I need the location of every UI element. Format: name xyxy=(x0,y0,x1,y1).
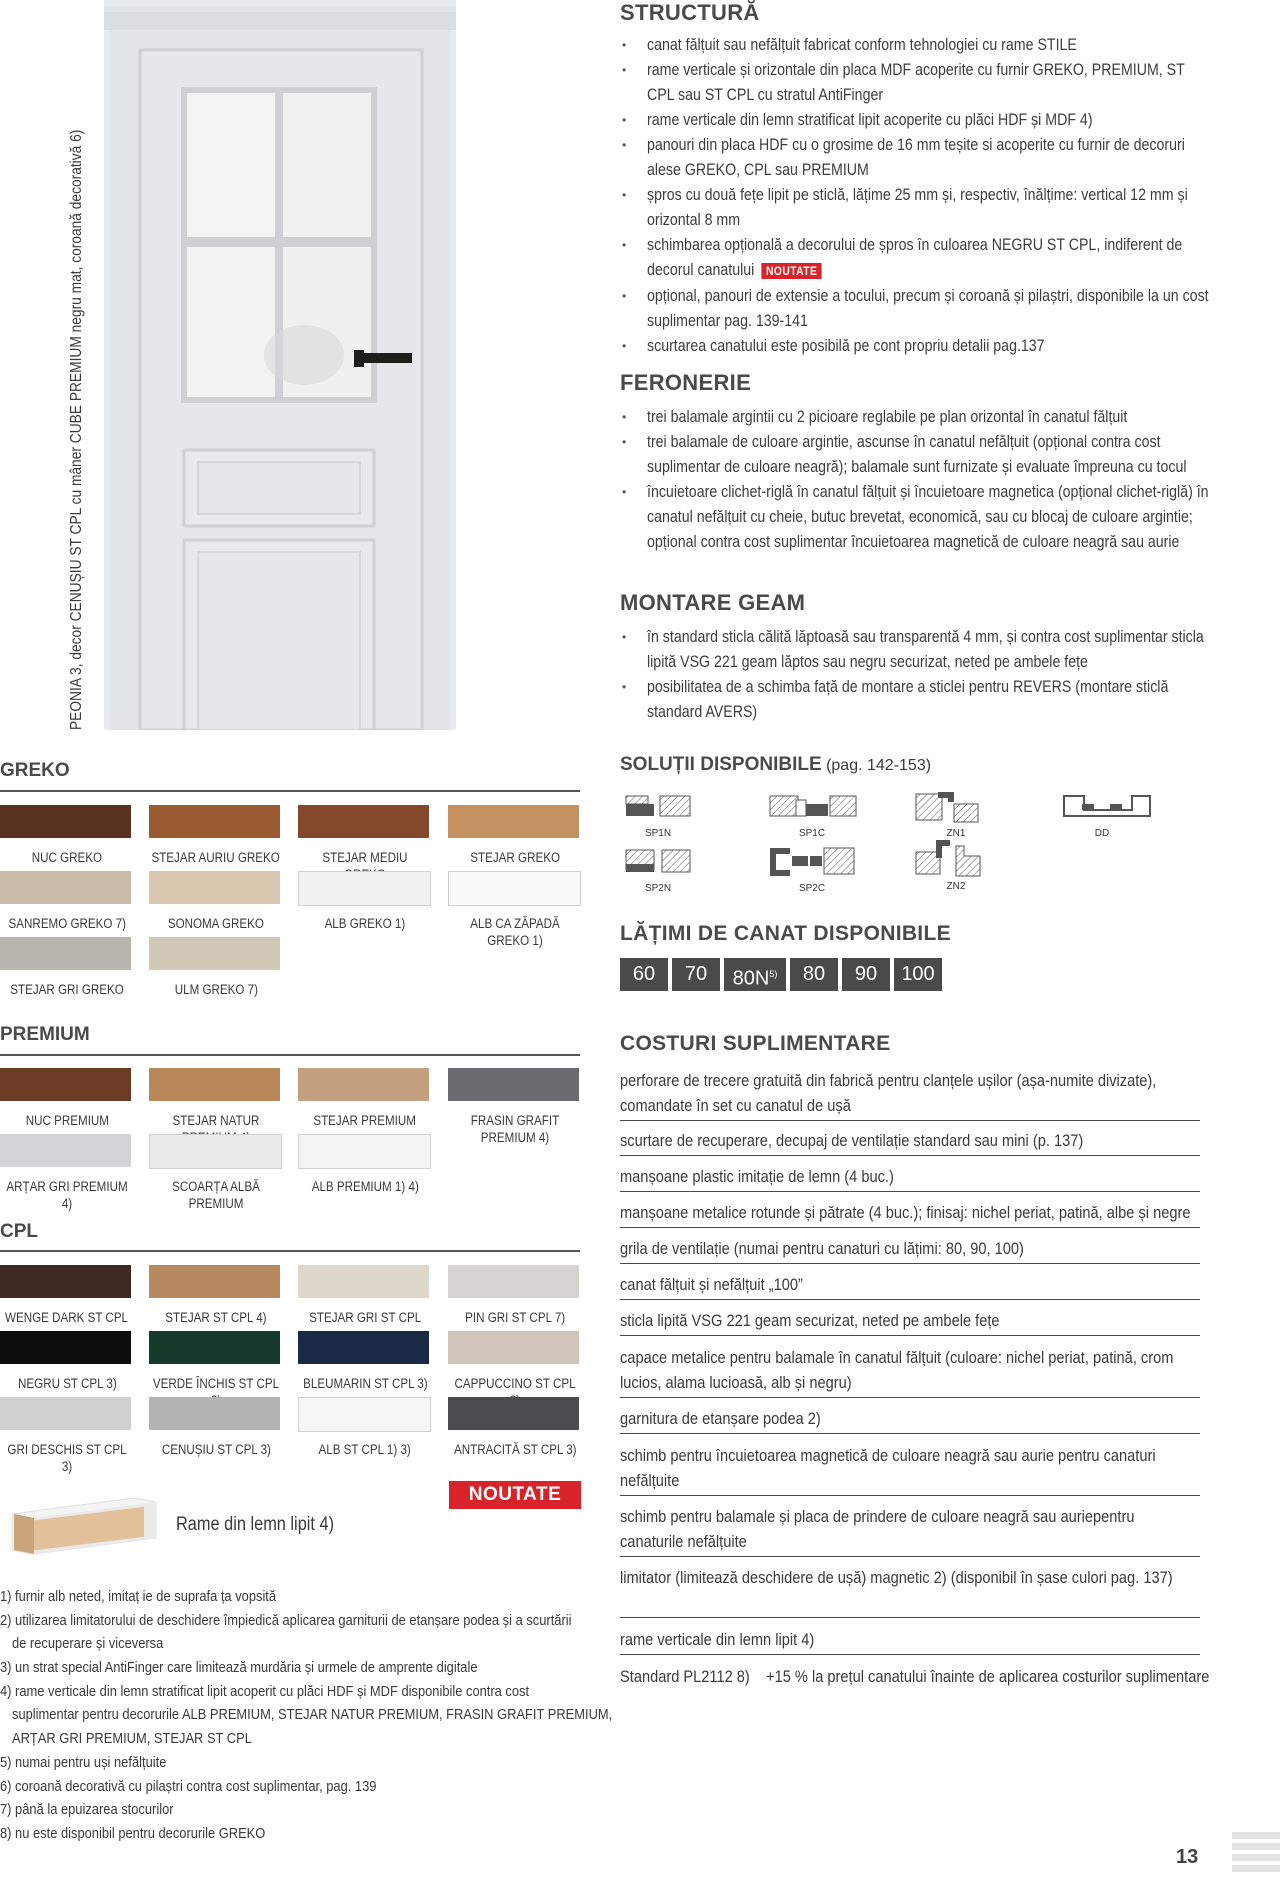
list-item: • în standard sticla călită lăptoasă sau transparentă 4 mm, și contra cost suplimentar sticla lipită VSG 221 geam lăptos sau negru securizat, neted pe ambele fețe xyxy=(620,625,1210,675)
costuri-title: COSTURI SUPLIMENTARE xyxy=(620,1032,891,1055)
footnote: 3) un strat special AntiFinger care limitează murdăria și urmele de amprente digitale xyxy=(0,1659,478,1676)
swatch-label: ULM GREKO 7) xyxy=(174,982,258,997)
standard-row xyxy=(620,1664,1210,1689)
wood-frame-sample xyxy=(4,1492,164,1558)
feronerie-list xyxy=(620,405,1210,555)
swatch-label: ANTRACITĂ ST CPL 3) xyxy=(453,1442,577,1457)
swatch-label: FRASIN GRAFIT PREMIUM 4) xyxy=(470,1113,560,1145)
swatch-label: SCOARȚA ALBĂ PREMIUM xyxy=(172,1179,260,1211)
swatch-label: CAPPUCCINO ST CPL xyxy=(454,1376,576,1391)
solutii-diagrams xyxy=(620,790,1180,900)
profile-label: ZN1 xyxy=(946,828,966,839)
cost-item: rame verticale din lemn lipit 4) xyxy=(620,1627,1200,1655)
color-swatch xyxy=(149,937,280,970)
color-swatch xyxy=(298,1265,429,1298)
color-swatch xyxy=(0,805,131,838)
color-swatch xyxy=(298,805,429,838)
swatch-label: STEJAR GRI ST CPL xyxy=(308,1310,422,1325)
cost-item: perforare de trecere gratuită din fabrică pentru clanțele ușilor (așa-numite divizate), comandate în set cu canatul de ușă xyxy=(620,1068,1200,1121)
list-item: • scurtarea canatului este posibilă pe cont propriu detalii pag.137 xyxy=(620,334,1210,359)
swatch-label: STEJAR ST CPL 4) xyxy=(165,1310,267,1325)
profile-sp1c xyxy=(770,796,856,816)
list-item: • trei balamale de culoare argintie, ascunse în canatul nefălțuit (opțional contra cost suplimentar de culoare neagră); balamale sunt furnizate și evaluate împreuna cu tocul xyxy=(620,430,1210,480)
color-swatch xyxy=(0,1134,131,1167)
list-item: • trei balamale argintii cu 2 picioare reglabile pe plan orizontal în canatul fălțuit xyxy=(620,405,1210,430)
cost-item: manșoane plastic imitație de lemn (4 buc.) xyxy=(620,1164,1200,1192)
swatch-label: BLEUMARIN ST CPL 3) xyxy=(302,1376,428,1391)
premium-title: PREMIUM xyxy=(0,1024,90,1045)
swatch-label: SANREMO GREKO 7) xyxy=(8,916,126,931)
color-swatch xyxy=(448,1068,579,1101)
swatch-label: WENGE DARK ST CPL xyxy=(5,1310,129,1325)
cost-item: canat fălțuit și nefălțuit „100” xyxy=(620,1272,1200,1300)
list-item: • rame verticale și orizontale din placa MDF acoperite cu furnir GREKO, PREMIUM, ST CPL sau ST CPL cu stratul AntiFinger xyxy=(620,58,1210,108)
color-swatch xyxy=(0,871,131,904)
divider xyxy=(0,790,580,792)
footnote: 5) numai pentru uși nefălțuite xyxy=(0,1754,167,1771)
structura-title: STRUCTURĂ xyxy=(620,0,760,25)
profile-label: SP1N xyxy=(644,828,672,839)
swatch-label: ALB GREKO 1) xyxy=(324,916,406,931)
profile-zn1 xyxy=(916,792,978,822)
swatch-label: ALB CA ZĂPADĂ GREKO 1) xyxy=(470,916,560,948)
swatch-label: ALB ST CPL 1) 3) xyxy=(318,1442,412,1457)
list-item: • opțional, panouri de extensie a tocului, precum și coroană și pilaștri, disponibile la un cost suplimentar pag. 139-141 xyxy=(620,284,1210,334)
width-option: 100 xyxy=(894,958,942,991)
color-swatch xyxy=(0,1265,131,1298)
color-swatch xyxy=(298,1331,429,1364)
list-item: • canat fălțuit sau nefălțuit fabricat conform tehnologiei cu rame STILE xyxy=(620,33,1210,58)
footnote: 2) utilizarea limitatorului de deschidere împiedică aplicarea garniturii de etanșare podea și a scurtării xyxy=(0,1612,572,1629)
footnote: 4) rame verticale din lemn stratificat lipit acoperit cu plăci HDF și MDF disponibile contra cost xyxy=(0,1683,530,1700)
swatch-label: STEJAR PREMIUM xyxy=(313,1113,417,1128)
swatch-label: CENUȘIU ST CPL 3) xyxy=(161,1442,271,1457)
color-swatch xyxy=(448,1265,579,1298)
color-swatch xyxy=(149,1134,282,1169)
cost-item: schimb pentru balamale și placa de prindere de culoare neagră sau auriepentru canaturile nefălțuite xyxy=(620,1504,1200,1557)
profile-label: SP2C xyxy=(798,883,826,894)
cost-item: sticla lipită VSG 221 geam securizat, neted pe ambele fețe xyxy=(620,1308,1200,1336)
profile-dd xyxy=(1064,796,1150,816)
color-swatch xyxy=(0,937,131,970)
color-swatch xyxy=(0,1068,131,1101)
list-item: • schimbarea opțională a decorului de șpros în culoarea NEGRU ST CPL, indiferent de decorul canatului NOUTATE xyxy=(620,233,1210,284)
footnote: 8) nu este disponibil pentru decorurile GREKO xyxy=(0,1825,266,1842)
profile-label: DD xyxy=(1094,828,1110,839)
cost-item: limitator (limitează deschidere de ușă) magnetic 2) (disponibil în șase culori pag. 137) xyxy=(620,1565,1200,1618)
montare-list xyxy=(620,625,1210,725)
color-swatch xyxy=(149,1397,280,1430)
footnote: 1) furnir alb neted, imitaț ie de suprafa ța vopsită xyxy=(0,1588,277,1605)
color-swatch xyxy=(149,1331,280,1364)
profile-label: SP2N xyxy=(644,883,672,894)
color-swatch xyxy=(448,1397,579,1430)
solutii-pages: (pag. 142-153) xyxy=(826,757,932,774)
photo-caption-text: PEONIA 3, decor CENUȘIU ST CPL cu mâner CUBE PREMIUM negru mat, coroană decorativă 6) xyxy=(68,129,85,730)
cost-item: schimb pentru încuietoarea magnetică de culoare neagră sau aurie pentru canaturi nefălțuite xyxy=(620,1443,1200,1496)
width-option: 70 xyxy=(672,958,720,991)
color-swatch xyxy=(0,1397,131,1430)
swatch-label: STEJAR GREKO xyxy=(470,850,560,865)
profile-sp2n xyxy=(626,850,690,872)
cost-item: scurtare de recuperare, decupaj de ventilație standard sau mini (p. 137) xyxy=(620,1128,1200,1156)
profile-label: ZN2 xyxy=(946,881,966,892)
swatch-label: STEJAR GRI GREKO xyxy=(10,982,124,997)
color-swatch xyxy=(149,871,280,904)
door-illustration xyxy=(104,0,456,730)
cost-item: manșoane metalice rotunde și pătrate (4 buc.); finisaj: nichel periat, patină, albe și negre xyxy=(620,1200,1200,1228)
profile-zn2 xyxy=(916,840,980,876)
footnote: suplimentar pentru decorurile ALB PREMIUM, STEJAR NATUR PREMIUM, FRASIN GRAFIT PREMIUM, xyxy=(12,1706,613,1723)
latimi-title: LĂȚIMI DE CANAT DISPONIBILE xyxy=(620,922,951,945)
color-swatch xyxy=(298,1134,431,1169)
color-swatch xyxy=(149,1068,280,1101)
structura-list xyxy=(620,33,1210,359)
swatch-label: STEJAR MEDIU xyxy=(322,850,408,865)
swatch-label: ARȚAR GRI PREMIUM 4) xyxy=(6,1179,128,1211)
color-swatch xyxy=(298,871,431,906)
footnote: de recuperare și viceversa xyxy=(12,1635,164,1652)
door-image xyxy=(104,0,456,730)
greko-title: GREKO xyxy=(0,760,70,781)
list-item: • posibilitatea de a schimba față de montare a sticlei pentru REVERS (montare sticlă standard AVERS) xyxy=(620,675,1210,725)
feronerie-title: FERONERIE xyxy=(620,370,752,395)
page-corner-stripes xyxy=(1232,1832,1280,1883)
wood-frame-label: Rame din lemn lipit 4) xyxy=(176,1514,335,1535)
standard-value: +15 % la prețul canatului înainte de aplicarea costurilor suplimentare xyxy=(766,1667,1210,1686)
color-swatch xyxy=(149,805,280,838)
list-item: • încuietoare clichet-riglă în canatul fălțuit și încuietoare magnetica (opțional clichet-riglă) în canatul nefălțuit cu cheie, butuc brevetat, economică, sau cu blocaj de culoare argintie; opțional contra cost suplimentar încuietoarea magnetică de culoare neagră sau aurie xyxy=(620,480,1210,555)
divider xyxy=(0,1054,580,1056)
photo-caption xyxy=(68,130,92,730)
cost-item: capace metalice pentru balamale în canatul fălțuit (culoare: nichel periat, patină, crom lucios, alama lucioasă, alb și negru) xyxy=(620,1345,1200,1398)
swatch-label: ALB PREMIUM 1) 4) xyxy=(311,1179,419,1194)
frame-profiles-diagram xyxy=(620,790,1180,900)
color-swatch xyxy=(298,1397,431,1432)
list-item: • panouri din placa HDF cu o grosime de 16 mm teșite si acoperite cu furnir de decoruri alese GREKO, CPL sau PREMIUM xyxy=(620,133,1210,183)
swatch-label: NUC GREKO xyxy=(31,850,103,865)
standard-label: Standard PL2112 8) xyxy=(620,1667,750,1686)
swatch-label: SONOMA GREKO xyxy=(167,916,265,931)
solutii-heading xyxy=(620,754,931,776)
color-swatch xyxy=(448,871,581,906)
wood-frame-image xyxy=(4,1492,164,1558)
page-number: 13 xyxy=(1176,1846,1199,1868)
cost-item: garnitura de etanșare podea 2) xyxy=(620,1406,1200,1434)
width-option: 80 xyxy=(790,958,838,991)
color-swatch xyxy=(0,1331,131,1364)
cpl-title: CPL xyxy=(0,1221,38,1242)
swatch-label: STEJAR NATUR xyxy=(172,1113,260,1128)
footnote: 7) până la epuizarea stocurilor xyxy=(0,1801,174,1818)
swatch-label: GRI DESCHIS ST CPL 3) xyxy=(7,1442,127,1474)
montare-title: MONTARE GEAM xyxy=(620,590,806,615)
cpl-new-badge: NOUTATE xyxy=(449,1481,581,1509)
list-item: • rame verticale din lemn stratificat lipit acoperite cu plăci HDF și MDF 4) xyxy=(620,108,1210,133)
swatch-label: VERDE ÎNCHIS ST CPL xyxy=(152,1376,280,1391)
profile-label: SP1C xyxy=(798,828,826,839)
footnote: 6) coroană decorativă cu pilaștri contra cost suplimentar, pag. 139 xyxy=(0,1778,377,1795)
footnote: ARȚAR GRI PREMIUM, STEJAR ST CPL xyxy=(12,1730,252,1747)
new-badge: NOUTATE xyxy=(762,263,822,279)
divider xyxy=(0,1250,580,1252)
profile-sp1n xyxy=(626,796,690,816)
solutii-title: SOLUȚII DISPONIBILE xyxy=(620,754,822,775)
color-swatch xyxy=(448,805,579,838)
list-item: • șpros cu două fețe lipit pe sticlă, lățime 25 mm și, respectiv, înălțime: vertical 12 mm și orizontal 8 mm xyxy=(620,183,1210,233)
swatch-label: NEGRU ST CPL 3) xyxy=(17,1376,117,1391)
width-option: $80N^{5)}$ xyxy=(724,958,786,991)
swatch-label: STEJAR AURIU GREKO xyxy=(151,850,281,865)
width-option: 90 xyxy=(842,958,890,991)
swatch-label: PIN GRI ST CPL 7) xyxy=(464,1310,566,1325)
color-swatch xyxy=(149,1265,280,1298)
profile-sp2c xyxy=(770,848,854,876)
width-option: 60 xyxy=(620,958,668,991)
color-swatch xyxy=(448,1331,579,1364)
swatch-label: NUC PREMIUM xyxy=(25,1113,109,1128)
cost-item: grila de ventilație (numai pentru canaturi cu lățimi: 80, 90, 100) xyxy=(620,1236,1200,1264)
color-swatch xyxy=(298,1068,429,1101)
